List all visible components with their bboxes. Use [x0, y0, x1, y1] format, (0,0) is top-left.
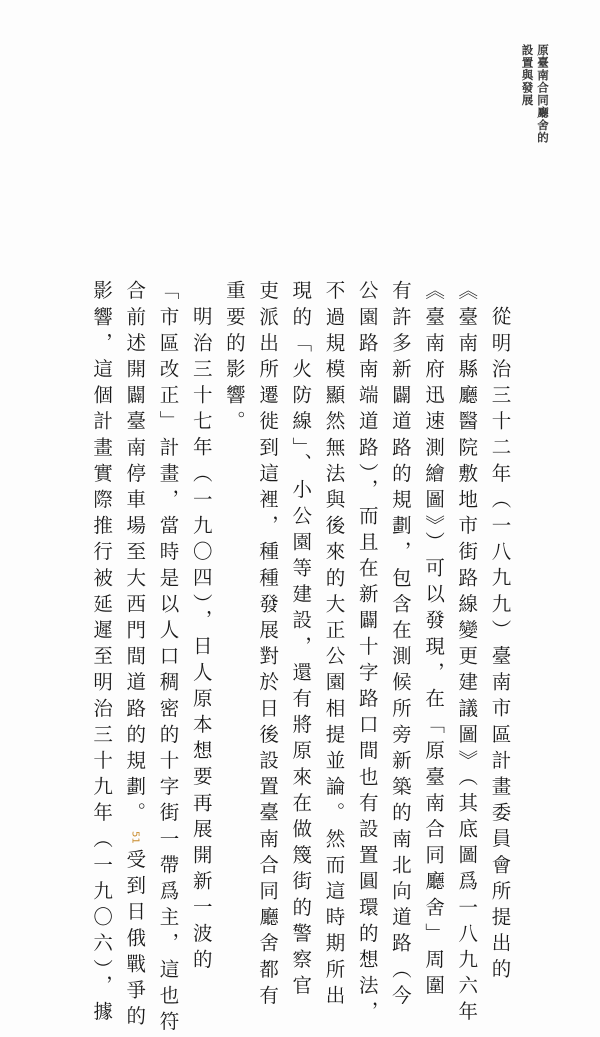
text-column: [291, 280, 311, 1001]
column-text: 現的「火防線」、小公園等建設，還有將原來在做篾街的警察官: [289, 280, 313, 1002]
column-text: 不過規模顯然無法與後來的大正公園相提並論。然而這時期所出: [322, 280, 346, 1011]
text-column: [324, 280, 344, 1011]
text-column: [92, 280, 112, 1027]
column-text: 合前述開闢臺南停車場至大西門間道路的規劃。: [123, 280, 147, 829]
column-text-continued: 受到日俄戰爭的: [123, 848, 147, 1032]
text-column: [457, 280, 477, 1027]
column-text: 「市區改正」計畫，當時是以人口稠密的十字街一帶爲主，這也符: [156, 280, 180, 1037]
column-text: 《臺南縣廳醫院敷地市街路線變更建議圖》（其底圖爲一八九六年: [455, 280, 479, 1028]
text-column: [490, 306, 510, 985]
column-text: 有許多新闢道路的規劃，包含在測候所旁新築的南北向道路（今: [388, 280, 412, 1011]
text-column: [258, 280, 278, 1011]
column-text: 重要的影響。: [222, 280, 246, 437]
text-column: [125, 280, 145, 1032]
text-column: [158, 280, 178, 1037]
text-column: [224, 280, 244, 437]
text-column: [390, 280, 410, 1011]
column-text: 明治三十七年（一九〇四），日人原本想要再展開新一波的: [189, 306, 213, 975]
column-text: 影響，這個計畫實際推行被延遲至明治三十九年（一九〇六），據: [90, 280, 114, 1028]
text-column: [191, 306, 211, 975]
text-column: [357, 280, 377, 1027]
column-text: 公園路南端道路），而且在新闢十字路口間也有設置圓環的想法，: [355, 280, 379, 1028]
column-text: 《臺南府迅速測繪圖》）可以發現，在「原臺南合同廳舍」周圍: [422, 280, 446, 1002]
running-header-line-2: 設置與發展: [520, 44, 535, 107]
running-header-line-1: 原臺南合同廳舍的: [536, 44, 550, 144]
column-text: 從明治三十二年（一八九九）臺南市區計畫委員會所提出的: [488, 306, 512, 985]
footnote-marker[interactable]: 51: [129, 831, 141, 844]
text-column: [424, 280, 444, 1001]
column-text: 吏派出所遷徙到這裡，種種發展對於日後設置臺南合同廳舍都有: [256, 280, 280, 1011]
